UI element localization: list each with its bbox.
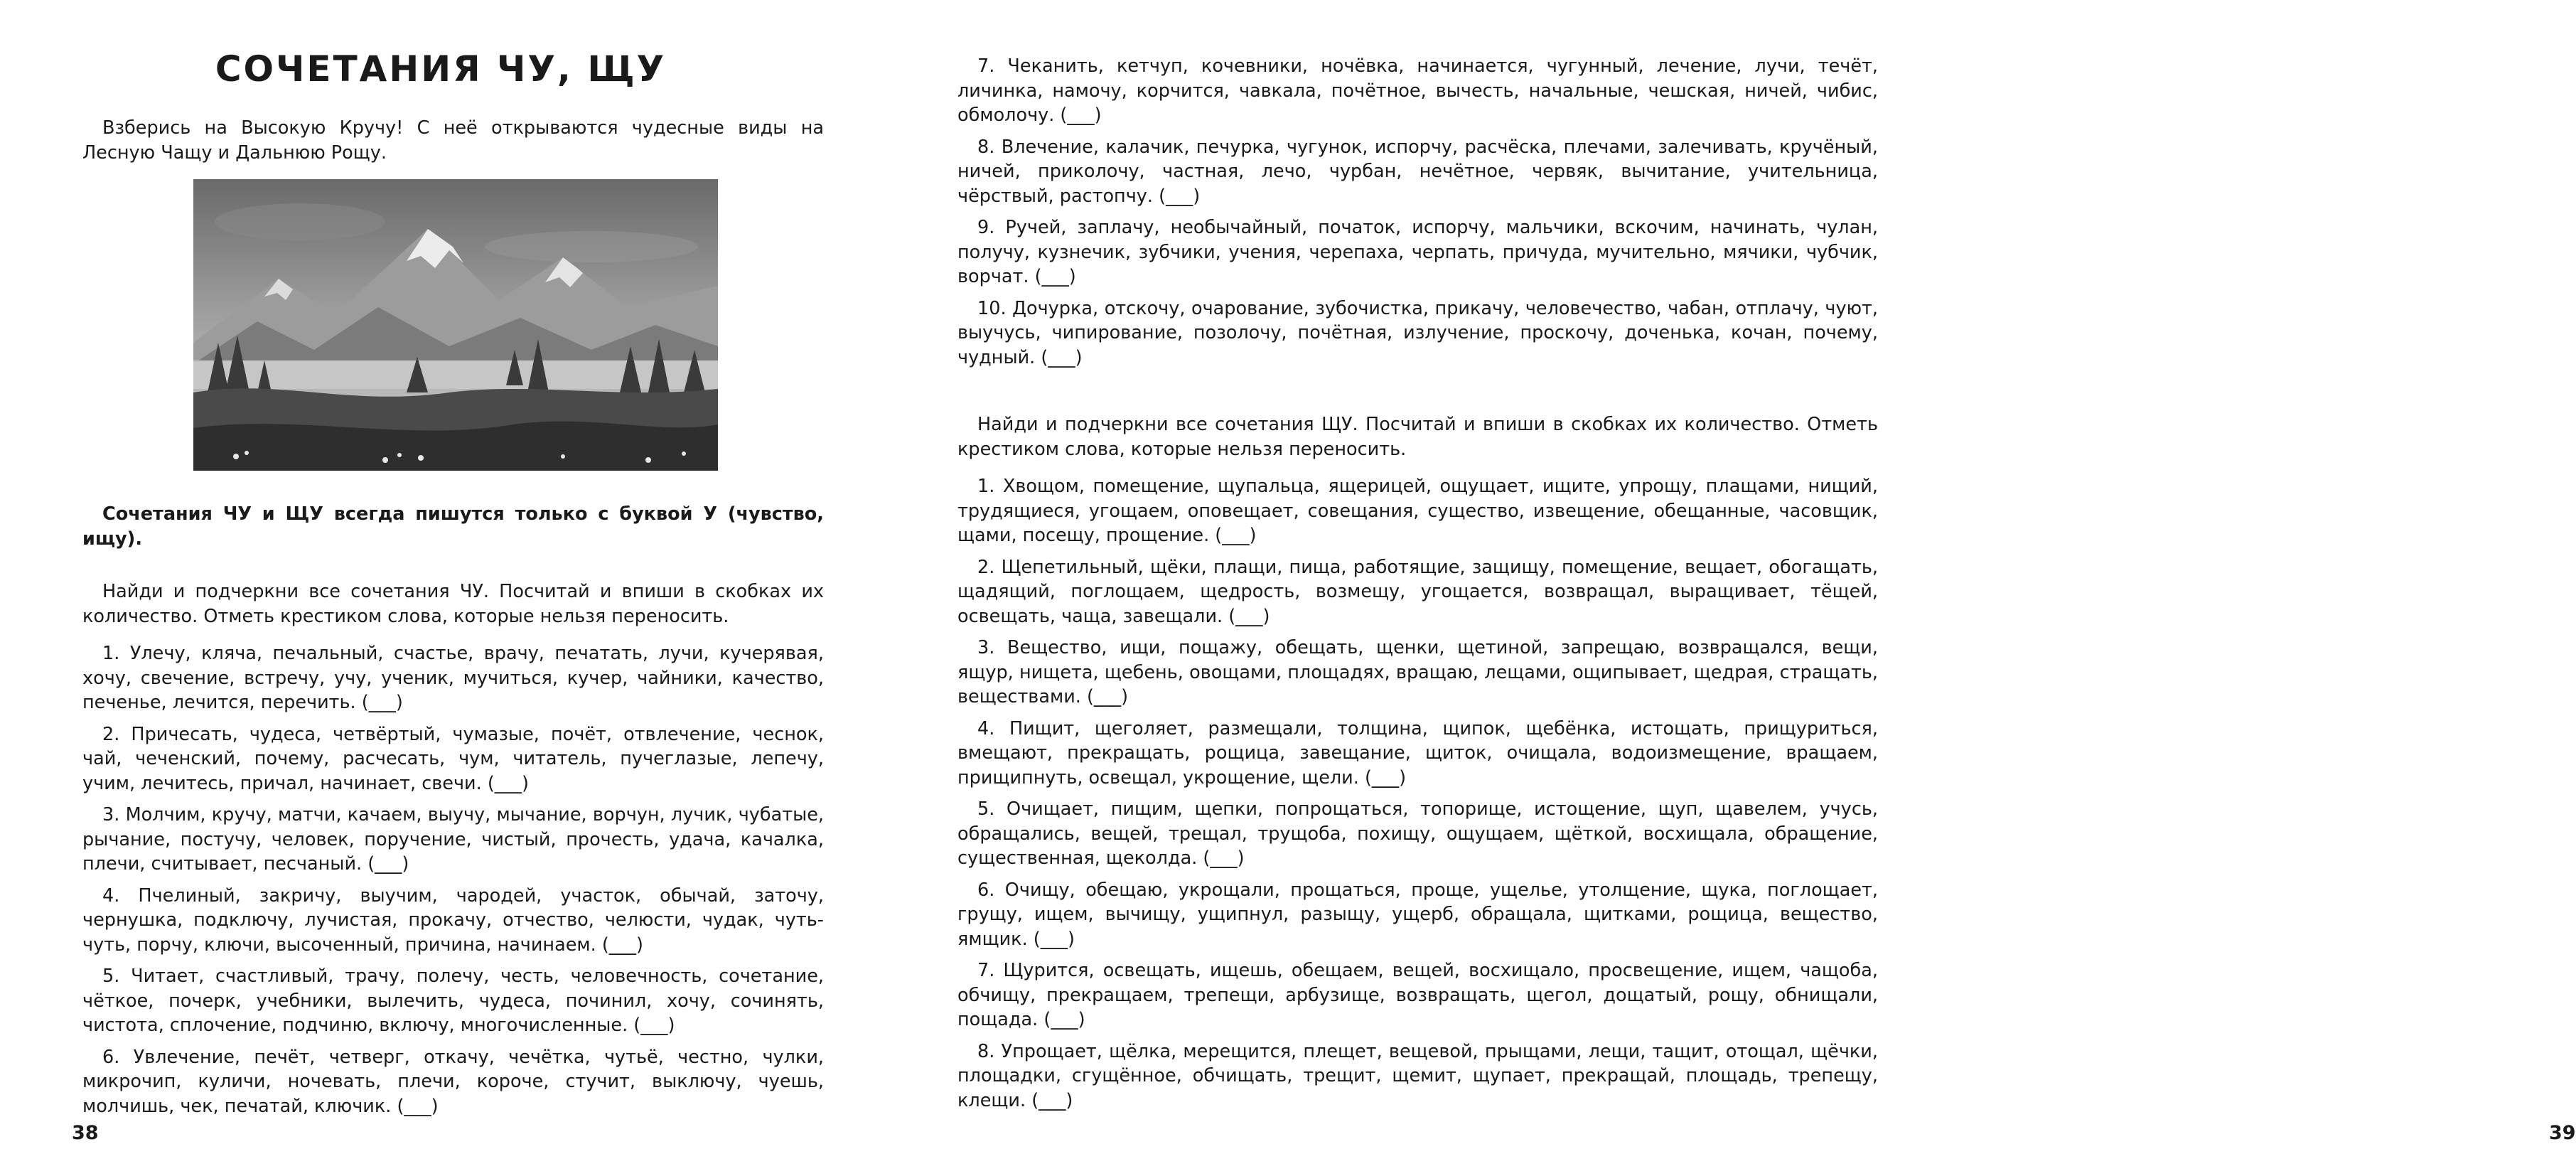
task-instruction: Найди и подчеркни все сочетания ЧУ. Посчитай и впиши в скобках их количество. Отметь крестиком слова, которые нельзя переносить. xyxy=(82,581,824,627)
list-item: 10. Дочурка, отскочу, очарование, зубочистка, прикачу, человечество, чабан, отплачу, чуют, выучусь, чипирование, позолочу, почётная, излучение, проскочу, доченька, кочан, почему, чудный. (___) xyxy=(957,297,1878,368)
mountain-landscape-illustration xyxy=(193,179,718,471)
list-item: 7. Щурится, освещать, ищешь, обещаем, вещей, восхищало, просвещение, ищем, чащоба, обчищу, прекращаем, трепещи, арбузище, возвращать, щегол, дощатый, рощу, обнищали, пощада. (___) xyxy=(957,960,1878,1030)
list-item: 7. Чеканить, кетчуп, кочевники, ночёвка, начинается, чугунный, лечение, лучи, течёт, личинка, намочу, корчится, чавкала, почётное, вычесть, начальные, чешская, ничей, чибис, обмолочу. (___) xyxy=(957,55,1878,126)
list-item: 1. Улечу, кляча, печальный, счастье, врачу, печатать, лучи, кучерявая, хочу, свечение, встречу, учу, ученик, мучиться, кучер, чайники, качество, печенье, лечится, перечить. (___) xyxy=(82,643,824,713)
exercise-list xyxy=(82,641,824,1126)
exercise-list-chu-continued xyxy=(957,54,1878,377)
intro-paragraph: Взберись на Высокую Кручу! С неё открываются чудесные виды на Лесную Чащу и Дальнюю Рощу. xyxy=(82,117,824,164)
list-item: 1. Хвощом, помещение, щупальца, ящерицей, ощущает, ищите, упрощу, плащами, нищий, трудящиеся, угощаем, оповещает, совещания, существо, извещение, обещанные, часовщик, щами, посещу, прощение. (___) xyxy=(957,476,1878,546)
list-item: 6. Очищу, обещаю, укрощали, прощаться, проще, ущелье, утолщение, щука, поглощает, грущу, ищем, вычищу, ущипнул, разыщу, ущерб, обращала, щитками, рощица, вещество, ямщик. (___) xyxy=(957,879,1878,950)
list-item: 8. Упрощает, щёлка, мерещится, плещет, вещевой, прыщами, лещи, тащит, отощал, щёчки, площадки, сгущённое, обчищать, трещит, щемит, щупает, прекращай, площадь, трепещу, клещи. (___) xyxy=(957,1040,1878,1111)
task-instruction-shchu: Найди и подчеркни все сочетания ЩУ. Посчитай и впиши в скобках их количество. Отметь крестиком слова, которые нельзя переносить. xyxy=(957,414,1878,460)
page-title: СОЧЕТАНИЯ ЧУ, ЩУ xyxy=(215,48,667,90)
list-item: 8. Влечение, калачик, печурка, чугунок, испорчу, расчёска, плечами, залечивать, кручёный, ничей, приколочу, частная, лечо, чурбан, нечётное, червяк, вычитание, учительница, чёрствый, растопчу. (___) xyxy=(957,136,1878,207)
page-number: 38 xyxy=(72,1122,99,1144)
right-page xyxy=(881,0,2576,1176)
list-item: 2. Щепетильный, щёки, плащи, пища, работящие, защищу, помещение, вещает, обогащать, щадящий, поглощаем, щедрость, возмещу, угощается, возвращал, выращивает, тёщей, освещать, чаща, завещали. (___) xyxy=(957,556,1878,627)
list-item: 4. Пищит, щеголяет, размещали, толщина, щипок, щебёнка, истощать, прищуриться, вмещают, прекращать, рощица, завещание, щиток, очищала, водоизмещение, вращаем, прищипнуть, освещал, укрощение, щели. (___) xyxy=(957,717,1878,789)
list-item: 9. Ручей, заплачу, необычайный, початок, испорчу, мальчики, вскочим, начинать, чулан, получу, кузнечик, зубчики, учения, черепаха, черпать, причуда, мучительно, мячики, чубчик, ворчат. (___) xyxy=(957,217,1878,287)
list-item: 2. Причесать, чудеса, четвёртый, чумазые, почёт, отвлечение, чеснок, чай, чеченский, почему, расчесать, чум, читатель, пучеглазые, лепечу, учим, лечитесь, причал, начинает, свечи. (___) xyxy=(82,723,824,794)
rule-paragraph: Сочетания ЧУ и ЩУ всегда пишутся только с буквой У (чувство, ищу). xyxy=(82,503,824,550)
left-page xyxy=(0,0,881,1176)
list-item: 3. Молчим, кручу, матчи, качаем, выучу, мычание, ворчун, лучик, чубатые, рычание, постучу, человек, поручение, чистый, прочесть, удача, качалка, плечи, считывает, песчаный. (___) xyxy=(82,804,824,875)
list-item: 5. Очищает, пищим, щепки, попрощаться, топорище, истощение, щуп, щавелем, учусь, обращались, вещей, трещал, трущоба, похищу, ощущаем, щёткой, восхищала, обращение, существенная, щеколда. (___) xyxy=(957,798,1878,869)
list-item: 5. Читает, счастливый, трачу, полечу, честь, человечность, сочетание, чёткое, почерк, учебники, вылечить, чудеса, починил, хочу, сочинять, чистота, сплочение, подчиню, включу, многочисленные. (___) xyxy=(82,966,824,1036)
page-number: 39 xyxy=(2549,1122,2576,1144)
list-item: 4. Пчелиный, закричу, выучим, чародей, участок, обычай, заточу, чернушка, подключу, лучистая, прокачу, отчество, челюсти, чудак, чуть-чуть, порчу, ключи, высоченный, причина, начинаем. (___) xyxy=(82,884,824,956)
list-item: 6. Увлечение, печёт, четверг, откачу, чечётка, чутьё, честно, чулки, микрочип, куличи, ночевать, плечи, короче, стучит, выключу, чуешь, молчишь, чек, печатай, ключик. (___) xyxy=(82,1046,824,1117)
list-item: 3. Вещество, ищи, пощажу, обещать, щенки, щетиной, запрещаю, возвращался, вещи, ящур, нищета, щебень, овощами, площадях, вращаю, лещами, ощипывает, щедрая, стращать, веществами. (___) xyxy=(957,637,1878,707)
exercise-list-shchu xyxy=(957,474,1878,1120)
